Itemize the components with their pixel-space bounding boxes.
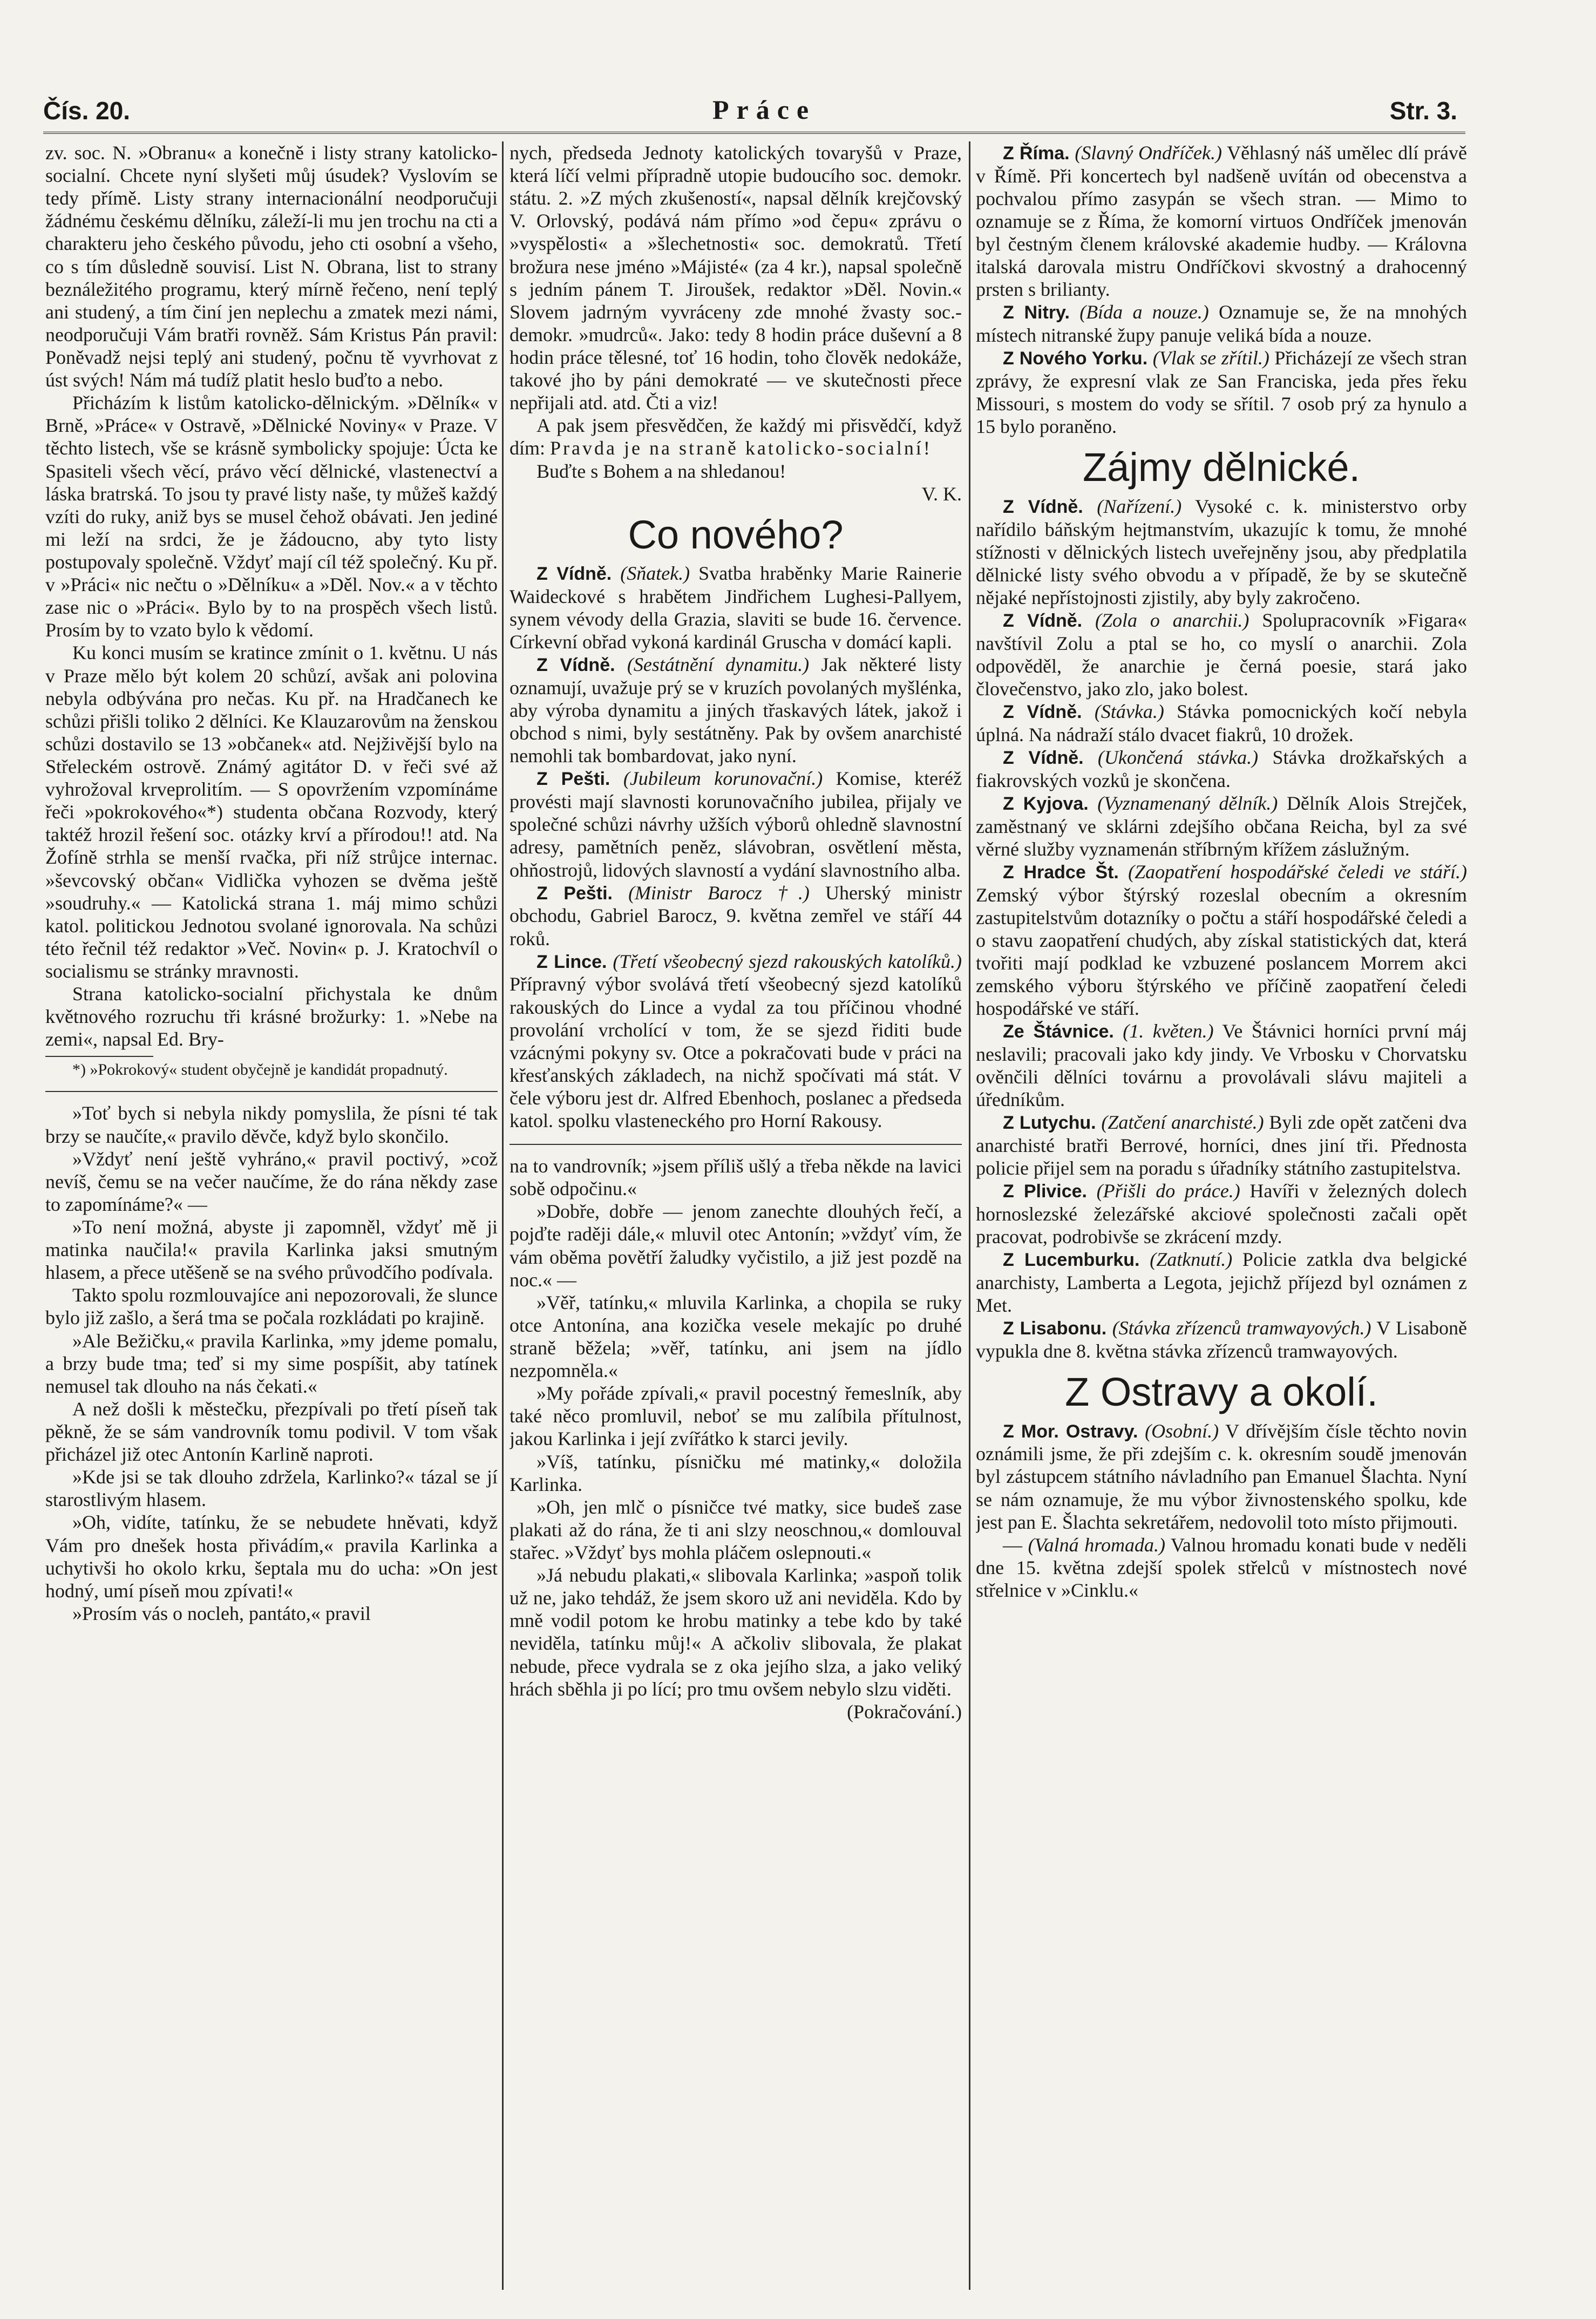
column-1: [45, 141, 498, 2290]
news-item: Z Lince. (Třetí všeobecný sjezd rakouských katolíků.) Přípravný výbor svolává třetí všeobecný sjezd katolíků rakouských do Lince a vydal za tou příčinou vhodné provolání vrcholící v tom, že se sjezd řiditi bude vzácnými pokyny sv. Otce a pokračovati bude v práci na křesťanských základech, na nichž spočívati má stát. V čele výboru jest dr. Alfred Ebenhoch, poslanec a předseda katol. spolku vlasteneckého pro Horní Rakousy.: [510, 950, 962, 1132]
page-number: Str. 3.: [1389, 97, 1457, 125]
story-paragraph: »Toť bych si nebyla nikdy pomyslila, že písni té tak brzy se naučíte,« pravilo děvče, když bylo skončilo.: [45, 1102, 498, 1147]
news-item: — (Valná hromada.) Valnou hromadu konati bude v neděli dne 15. května zdejší spolek střelců v místnostech nové střelnice v »Cinklu.«: [976, 1534, 1467, 1601]
story-divider: [510, 1144, 962, 1145]
news-item: Z Kyjova. (Vyznamenaný dělník.) Dělník Alois Strejček, zaměstnaný ve sklárni zdejšího občana Reicha, byl za své věrné služby vyznamenán stříbrným křížem záslužným.: [976, 792, 1467, 860]
news-item: Z Lutychu. (Zatčení anarchisté.) Byli zde opět zatčeni dva anarchisté bratři Berrové, horníci, dnes jiní tři. Přednosta policie přijel sem na poradu s úřadníky státního zastupitelstva.: [976, 1111, 1467, 1179]
news-item: Z Hradce Št. (Zaopatření hospodářské čeledi ve stáří.) Zemský výbor štýrský rozeslal obecním a okresním zastupitelstvům dotazníky o počtu a stáří hospodářské čeledi a o stavu zaopatření chudých, aby získal statistických dat, která tvořiti mají podklad ke vzbuzené poslancem Morrem akci zemského výboru štýrského ve příčině zaopatření čeledi hospodářské ve stáří.: [976, 860, 1467, 1020]
story-paragraph: »Oh, vidíte, tatínku, že se nebudete hněvati, když Vám pro dnešek hosta přivádím,« pravila Karlinka a uchytivši ho okolo krku, šeptala mu do ucha: »On jest hodný, umí píseň mou zpívati!«: [45, 1511, 498, 1602]
story-paragraph: »Dobře, dobře — jenom zanechte dlouhých řečí, a pojďte raději dále,« mluvil otec Antonín; »vždyť vím, že vám oběma povětří žaludky vyčistilo, a již jest pozdě na noc.« —: [510, 1201, 962, 1291]
news-item: Z Mor. Ostravy. (Osobní.) V dřívějším čísle těchto novin oznámili jsme, že při zdejším c. k. okresním soudě jmenován byl zástupcem státního návladního pan Emanuel Šlachta. Nyní se nám oznamuje, že mu výbor živnostenského spolku, kde jest pan E. Šlachta sekretářem, nedovolil toto místo přijmouti.: [976, 1420, 1467, 1533]
issue-number: Čís. 20.: [43, 97, 131, 125]
story-paragraph: na to vandrovník; »jsem příliš ušlý a třeba někde na lavici sobě odpočinu.«: [510, 1155, 962, 1200]
letter-paragraph-5: nych, předseda Jednoty katolických tovaryšů v Praze, která líčí velmi přípradně utopie budoucího soc. demokr. státu. 2. »Z mých zkušeností«, napsal dělník krejčovský V. Orlovský, podává nám přímo »od čepu« zprávu o »vyspělosti« a »šlechetnosti« soc. demokratů. Třetí brožura nese jméno »Májisté« (za 4 kr.), napsal společně s jedním pánem T. Jiroušek, redaktor »Děl. Novin.« Slovem jadrným vyvráceny zde mnohé žvasty soc.-demokr. »mudrců«. Jako: tedy 8 hodin práce duševní a 8 hodin práce tělesné, toť 16 hodin, toho člověk nedokáže, takové jho by páni demokraté — ve skutečnosti přece nepřijali atd. atd. Čti a viz!: [510, 142, 962, 414]
story-paragraph: »Vždyť není ještě vyhráno,« pravil poctivý, »což nevíš, čemu se na večer naučíme, že do rána někdy zase to zapomínáme?« —: [45, 1148, 498, 1215]
continuation-note: (Pokračování.): [847, 1700, 962, 1723]
section-heading-news: Co nového?: [628, 512, 844, 557]
story-divider: [45, 1091, 498, 1092]
letter-signature: V. K.: [921, 483, 962, 505]
letter-paragraph-6: [510, 414, 962, 459]
news-item: Z Vídně. (Sestátnění dynamitu.) Jak některé listy oznamují, uvažuje prý se v kruzích povolaných myšlénka, aby výroba dynamitu a jiných třaskavých látek, jakož i obchod s nimi, byly sestátněny. Pak by ovšem anarchisté nemohli tak bombardovat, jako nyní.: [510, 654, 962, 767]
letter-text: A pak jsem přesvědčen, že každý mi přisvědčí, když dím:: [510, 415, 962, 459]
story-paragraph: »Kde jsi se tak dlouho zdržela, Karlinko?« tázal se jí starostlivým hlasem.: [45, 1466, 498, 1511]
news-item: Z Pešti. (Jubileum korunovační.) Komise, kteréž provésti mají slavnosti korunovačního jubilea, přijaly ve společné schůzi návrhy užších výborů ohledně slavnostní adresy, pamětních peněz, slávobran, osvětlení města, ohňostrojů, lidových slavností a vydání slavnostního alba.: [510, 768, 962, 881]
story-paragraph: »Já nebudu plakati,« slibovala Karlinka; »aspoň tolik už ne, jako tehdáž, že jsem skoro už ani neviděla. Kdo by mně vodil potom ke hrobu matinky a tebe kdo by také neviděla, tatínku můj!« A ačkoliv slibovala, že plakat nebude, přece vydrala se z oka jejího slza, a jako veliký hrách sběhla ji po lící; pro tmu ovšem nebylo slzu viděti.: [510, 1564, 962, 1700]
letter-paragraph-4: Strana katolicko-socialní přichystala ke dnům květnového rozruchu tři krásné brožurky: 1. »Nebe na zemi«, napsal Ed. Bry-: [45, 983, 498, 1050]
column-3: [976, 141, 1467, 2290]
story-paragraph: »Víš, tatínku, písničku mé matinky,« doložila Karlinka.: [510, 1450, 962, 1495]
news-item: Z Vídně. (Sňatek.) Svatba hraběnky Marie Rainerie Waideckové s hrabětem Jindřichem Lughesi-Pallyem, synem vévody della Grazia, slaviti se bude 16. července. Církevní obřad vykoná kardinál Gruscha v domácí kapli.: [510, 562, 962, 653]
footnote-rule: [45, 1056, 153, 1057]
story-paragraph: »Prosím vás o nocleh, pantáto,« pravil: [72, 1602, 371, 1624]
letter-farewell: Buďte s Bohem a na shledanou!: [536, 460, 786, 482]
news-item: Z Nového Yorku. (Vlak se zřítil.) Přicházejí ze všech stran zprávy, že expresní vlak ze San Franciska, jeda přes řeku Missouri, s mostem do vody se sřítil. 7 osob prý za hynulo a 15 bylo poraněno.: [976, 347, 1467, 438]
news-item: Ze Štávnice. (1. květen.) Ve Štávnici horníci první máj neslavili; pracovali jako kdy jindy. Ve Vrbosku v Chorvatsku ověnčili dělníci továrnu a provolávali slávu majiteli a úředníkům.: [976, 1020, 1467, 1111]
story-paragraph: »Věř, tatínku,« mluvila Karlinka, a chopila se ruky otce Antonína, ana kozička vesele mekajíc po druhé straně běžela; »věř, tatínku, ani jsem na jídlo nezpomněla.«: [510, 1291, 962, 1382]
section-heading-ostrava: Z Ostravy a okolí.: [1065, 1369, 1378, 1415]
newspaper-title: Práce: [712, 94, 817, 125]
news-item: Z Vídně. (Nařízení.) Vysoké c. k. ministerstvo orby nařídilo báňským hejtmanstvím, ukazujíc k tomu, že mnohé stížnosti v dělnických listech uveřejněny jsou, aby předplatila dělnické listy svého obvodu a v případě, že by se skutečně nějaké nepřístojnosti zjistily, aby byly zakročeno.: [976, 495, 1467, 608]
letter-paragraph-3: Ku konci musím se kratince zmínit o 1. květnu. U nás v Praze mělo být kolem 20 schůzí, avšak ani polovina nebyla odbývána pro nečas. Ku př. na Hradčanech ke schůzi přišli toliko 2 dělníci. Ke Klauzarovům na ženskou schůzi dostavilo se 13 »občanek« atd. Nejživější bylo na Střeleckém ostrově. Známý agitátor D. v řeči své až vyhrožoval krveprolitím. — S opovržením vzpomínáme řeči »pokrokového«*) studenta občana Rozvody, který taktéž hrozil řešení soc. otázky krví a přírodou!! atd. Na Žofíně strhla se menší rvačka, při níž strůjce internac. »ševcovský občan« Vidlička vyhozen se dvěma ještě »soudruhy.« — Katolická strana 1. máj mimo schůzi katol. politickou Jednotou svolané ignorovala. Na schůzi této řečnil též redaktor »Več. Novin« p. J. Kratochvíl o socialismu se stránky mravnosti.: [45, 642, 498, 982]
news-item: Z Lisabonu. (Stávka zřízenců tramwayových.) V Lisaboně vypukla dne 8. května stávka zřízenců tramwayových.: [976, 1317, 1467, 1362]
story-paragraph: »My pořáde zpívali,« pravil pocestný řemeslník, aby také něco promluvil, neboť se mu zalíbila přítulnost, jakou Karlinka i její zvířátko k starci jevily.: [510, 1382, 962, 1450]
news-item: Z Lucemburku. (Zatknutí.) Policie zatkla dva belgické anarchisty, Lamberta a Legota, jejichž příjezd byl oznámen z Met.: [976, 1249, 1467, 1317]
footnote: *) »Pokrokový« student obyčejně je kandidát propadnutý.: [72, 1061, 448, 1079]
news-item: Z Nitry. (Bída a nouze.) Oznamuje se, že na mnohých místech nitranské župy panuje veliká bída a nouze.: [976, 301, 1467, 347]
letter-paragraph-2: Přicházím k listům katolicko-dělnickým. »Dělník« v Brně, »Práce« v Ostravě, »Dělnické Noviny« v Praze. V těchto listech, vše se krásně symbolicky spojuje: Úcta ke Spasiteli všech věcí, právo věcí dělnické, vlastenectví a láska bratrská. To jsou ty pravé listy naše, ty můžeš každý vzíti do ruky, aniž bys se musel čehož obávati. Jen jediné mi leží na srdci, že je žádoucno, aby tyto listy postupovaly společně. Vždyť mají cíl též společný. Ku př. v »Práci« nic nečtu o »Dělníku« a »Děl. Nov.« a v těchto zase nic o »Práci«. Bylo by to na prospěch všech listů. Prosím by to vzato bylo k vědomí.: [45, 392, 498, 641]
letter-paragraph-1: zv. soc. N. »Obranu« a konečně i listy strany katolicko-socialní. Chcete nyní slyšeti můj úsudek? Vyslovím se tedy přímě. Listy strany internacionální neodporučuji žádnému českému dělníku, záleží-li mu jen trochu na cti a charakteru jeho českého původu, jeho cti osobní a všeho, co s tím důsledně souvisí. List N. Obrana, list to strany beználežitého programu, který mírně řečeno, není teplý ani studený, a tím činí jen neplechu a zmatek mezi námi, neodporučuji Vám bratři rovněž. Sám Kristus Pán pravil: Poněvadž nejsi teplý ani studený, počnu tě vyvrhovat z úst svých! Nám má tudíž platit heslo buďto a nebo.: [45, 142, 498, 391]
news-item: Z Plivice. (Přišli do práce.) Havíři v železných dolech hornoslezské železářské akciové společnosti začali opět pracovat, podrobivše se zkrácení mzdy.: [976, 1180, 1467, 1248]
story-paragraph: »Oh, jen mlč o písničce tvé matky, sice budeš zase plakati až do rána, že ti ani slzy neoschnou,« domlouval stařec. »Vždyť bys mohla pláčem oslepnouti.«: [510, 1496, 962, 1564]
page-header: [43, 91, 1457, 128]
column-rule-1: [502, 141, 504, 2290]
column-rule-2: [969, 141, 970, 2290]
news-item: Z Vídně. (Zola o anarchii.) Spolupracovník »Figara« navštívil Zolu a ptal se ho, co myslí o anarchii. Zola odpověděl, že anarchie je černá poesie, stará jako človečenstvo, jako zlo, jako bolest.: [976, 609, 1467, 700]
news-item: Z Vídně. (Ukončená stávka.) Stávka drožkařských a fiakrovských vozků je skončena.: [976, 746, 1467, 791]
story-paragraph: Takto spolu rozmlouvajíce ani nepozorovali, že slunce bylo již zašlo, a šerá tma se počala rozkládati po krajině.: [45, 1284, 498, 1329]
letter-emphasis: Pravda je na straně katolicko-socialní!: [550, 437, 932, 459]
story-paragraph: A než došli k městečku, přezpívali po třetí píseň tak pěkně, že se sám vandrovník tomu podivil. V tom však přicházel již otec Antonín Karlině naproti.: [45, 1398, 498, 1466]
news-item: Z Vídně. (Stávka.) Stávka pomocnických kočí nebyla úplná. Na nádraží stálo dvacet fiakrů, 10 drožek.: [976, 701, 1467, 745]
story-paragraph: »To není možná, abyste ji zapomněl, vždyť mě ji matinka naučila!« pravila Karlinka jaksi smutným hlasem, a přece utěšeně se na svého průvodčího podívala.: [45, 1216, 498, 1284]
header-rule: [43, 132, 1465, 134]
section-heading-workers: Zájmy dělnické.: [1082, 445, 1361, 490]
news-item: Z Říma. (Slavný Ondříček.) Věhlasný náš umělec dlí právě v Římě. Při koncertech byl nadšeně uvítán od obecenstva a pochvalou přímo zasypán se všech stran. — Mimo to oznamuje se z Říma, že komorní virtuos Ondříček jmenován byl čestným členem královské akademie hudby. — Královna italská darovala mistru Ondříčkovi skvostný a drahocenný prsten s brilianty.: [976, 142, 1467, 301]
column-2: [510, 141, 962, 2290]
news-item: Z Pešti. (Ministr Barocz †.) Uherský ministr obchodu, Gabriel Barocz, 9. května zemřel ve stáří 44 roků.: [510, 882, 962, 950]
story-paragraph: »Ale Bežičku,« pravila Karlinka, »my jdeme pomalu, a brzy bude tma; teď si my sime pospíšit, aby tatínek nemusel tak dlouho na nás čekati.«: [45, 1330, 498, 1397]
